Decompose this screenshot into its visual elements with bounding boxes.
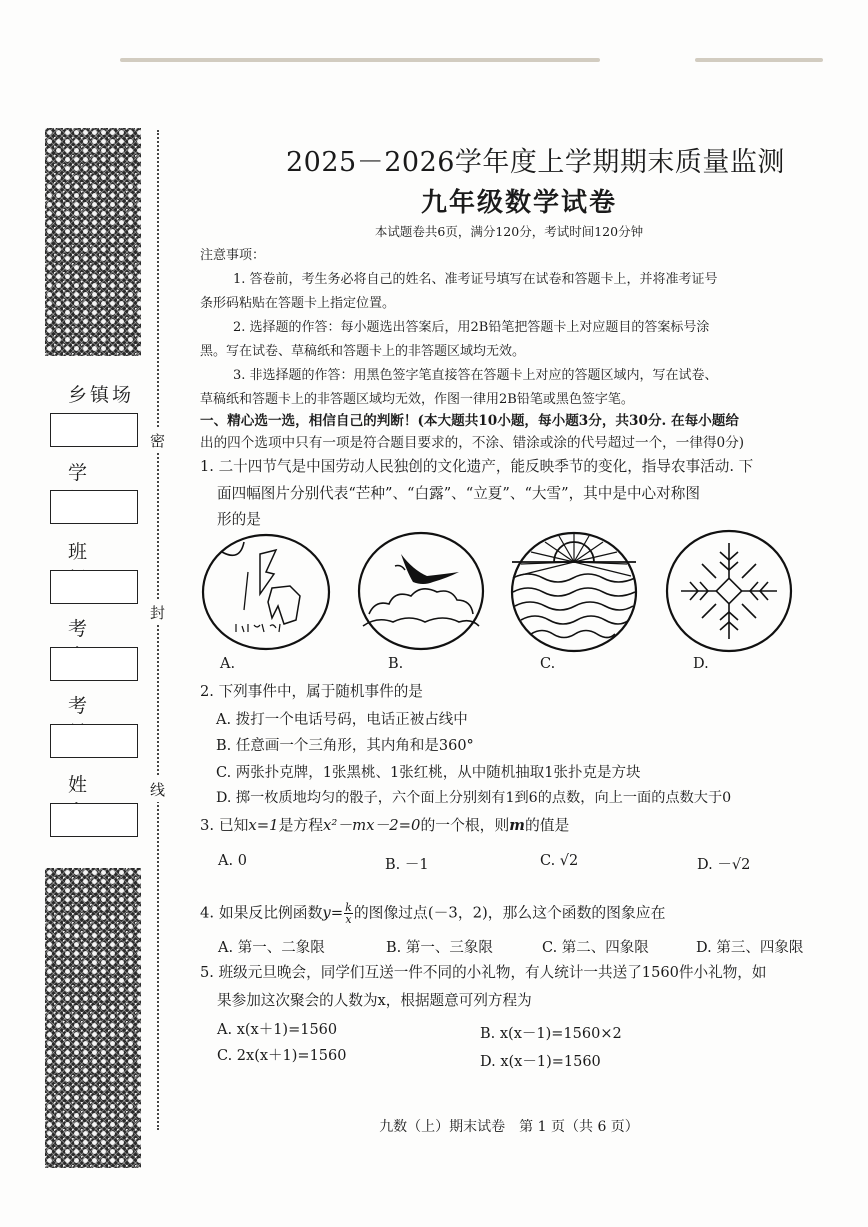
field-label-name: 姓	[68, 774, 89, 796]
q3-option-a[interactable]: A. 0	[218, 853, 247, 869]
q2-option-c[interactable]: C. 两张扑克牌，1张黑桃、1张红桃，从中随机抽取1张扑克是方块	[216, 765, 641, 781]
notice-line: 黑。写在试卷、草稿纸和答题卡上的非答题区域均无效。	[200, 344, 526, 359]
q4-option-a[interactable]: A. 第一、二象限	[218, 940, 325, 956]
q1-stem: 面四幅图片分别代表“芒种”、“白露”、“立夏”、“大雪”，其中是中心对称图	[217, 485, 700, 502]
school-field[interactable]	[50, 490, 138, 524]
q4-fraction: $\frac{k}{x}$	[345, 901, 352, 926]
notice-line: 2. 选择题的作答：每小题选出答案后，用2B铅笔把答题卡上对应题目的答案标号涂	[233, 320, 710, 335]
field-label-room: 考	[68, 618, 89, 640]
q1-picture-c-lixia	[507, 530, 641, 654]
notice-line: 1. 答卷前，考生务必将自己的姓名、准考证号填写在试卷和答题卡上，并将准考证号	[233, 272, 718, 287]
q4-option-d[interactable]: D. 第三、四象限	[696, 940, 804, 956]
seal-char-xian: 线	[150, 777, 165, 802]
q5-option-b[interactable]: B. x(x－1)=1560×2	[480, 1026, 622, 1042]
notice-heading: 注意事项：	[200, 248, 266, 263]
q2-option-a[interactable]: A. 拨打一个电话号码，电话正被占线中	[216, 712, 468, 728]
q1-stem: 1. 二十四节气是中国劳动人民独创的文化遗产，能反映季节的变化，指导农事活动. 下	[200, 458, 754, 475]
q1-option-d[interactable]: D.	[693, 656, 709, 672]
exam-info: 本试题卷共6页，满分120分，考试时间120分钟	[374, 224, 644, 239]
q1-option-a[interactable]: A.	[220, 656, 236, 672]
class-field[interactable]	[50, 570, 138, 604]
q4-option-c[interactable]: C. 第二、四象限	[542, 940, 649, 956]
q5-option-a[interactable]: A. x(x＋1)=1560	[217, 1022, 338, 1038]
page-footer: 九数（上）期末试卷 第 1 页（共 6 页）	[379, 1119, 639, 1135]
q5-option-c[interactable]: C. 2x(x＋1)=1560	[217, 1048, 347, 1064]
seal-char-feng: 封	[150, 600, 165, 625]
notice-line: 3. 非选择题的作答：用黑色签字笔直接答在答题卡上对应的答题区域内，写在试卷、	[233, 368, 718, 383]
q1-picture-a-mangzhong	[200, 532, 334, 652]
township-field[interactable]	[50, 413, 138, 447]
q4-option-b[interactable]: B. 第一、三象限	[386, 940, 493, 956]
q1-option-b[interactable]: B.	[388, 656, 404, 672]
room-field[interactable]	[50, 647, 138, 681]
field-label-school: 学	[68, 462, 89, 484]
q4-stem: 4. 如果反比例函数y= $\frac{k}{x}$ 的图像过点(－3，2)，那么这个函数的图象应在	[200, 901, 666, 926]
notice-line: 草稿纸和答题卡上的非答题区域均无效，作图一律用2B铅笔或黑色签字笔。	[200, 392, 634, 407]
field-label-township: 乡镇场	[68, 384, 135, 406]
q2-option-d[interactable]: D. 掷一枚质地均匀的骰子，六个面上分别刻有1到6的点数，向上一面的点数大于0	[216, 790, 732, 806]
q5-stem: 5. 班级元旦晚会，同学们互送一件不同的小礼物，有人统计一共送了1560件小礼物，如	[200, 964, 767, 981]
q3-stem: 3. 已知x=1是方程x²－mx－2=0的一个根，则m的值是	[200, 817, 570, 834]
q5-option-d[interactable]: D. x(x－1)=1560	[480, 1054, 601, 1070]
scan-edge-line	[695, 58, 823, 62]
field-label-exam-number: 考	[68, 695, 89, 717]
q5-stem: 果参加这次聚会的人数为x，根据题意可列方程为	[217, 992, 532, 1009]
section-instructions: 出的四个选项中只有一项是符合题目要求的，不涂、错涂或涂的代号超过一个，一律得0分)	[200, 435, 745, 451]
section-heading: 一、精心选一选，相信自己的判断！(本大题共10小题，每小题3分，共30分. 在每小题给	[200, 413, 739, 429]
q1-picture-b-bailu	[355, 530, 489, 652]
q2-option-b[interactable]: B. 任意画一个三角形，其内角和是360°	[216, 738, 474, 754]
exam-number-field[interactable]	[50, 724, 138, 758]
sidebar-pattern-top	[45, 128, 141, 356]
scan-edge-line	[120, 58, 600, 62]
notice-line: 条形码粘贴在答题卡上指定位置。	[200, 296, 396, 311]
exam-subject: 九年级数学试卷	[420, 188, 617, 218]
q3-option-b[interactable]: B. －1	[385, 857, 429, 873]
seal-char-mi: 密	[150, 428, 165, 453]
q3-option-c[interactable]: C. √2	[540, 853, 579, 869]
q3-option-d[interactable]: D. －√2	[697, 857, 751, 873]
q1-stem: 形的是	[217, 511, 261, 528]
q1-option-c[interactable]: C.	[540, 656, 556, 672]
field-label-class: 班	[68, 541, 89, 563]
exam-title: 2025－2026学年度上学期期末质量监测	[286, 147, 785, 178]
q1-picture-d-daxue	[662, 528, 796, 654]
q2-stem: 2. 下列事件中，属于随机事件的是	[200, 683, 423, 700]
seal-dotted-line	[157, 130, 159, 1130]
name-field[interactable]	[50, 803, 138, 837]
